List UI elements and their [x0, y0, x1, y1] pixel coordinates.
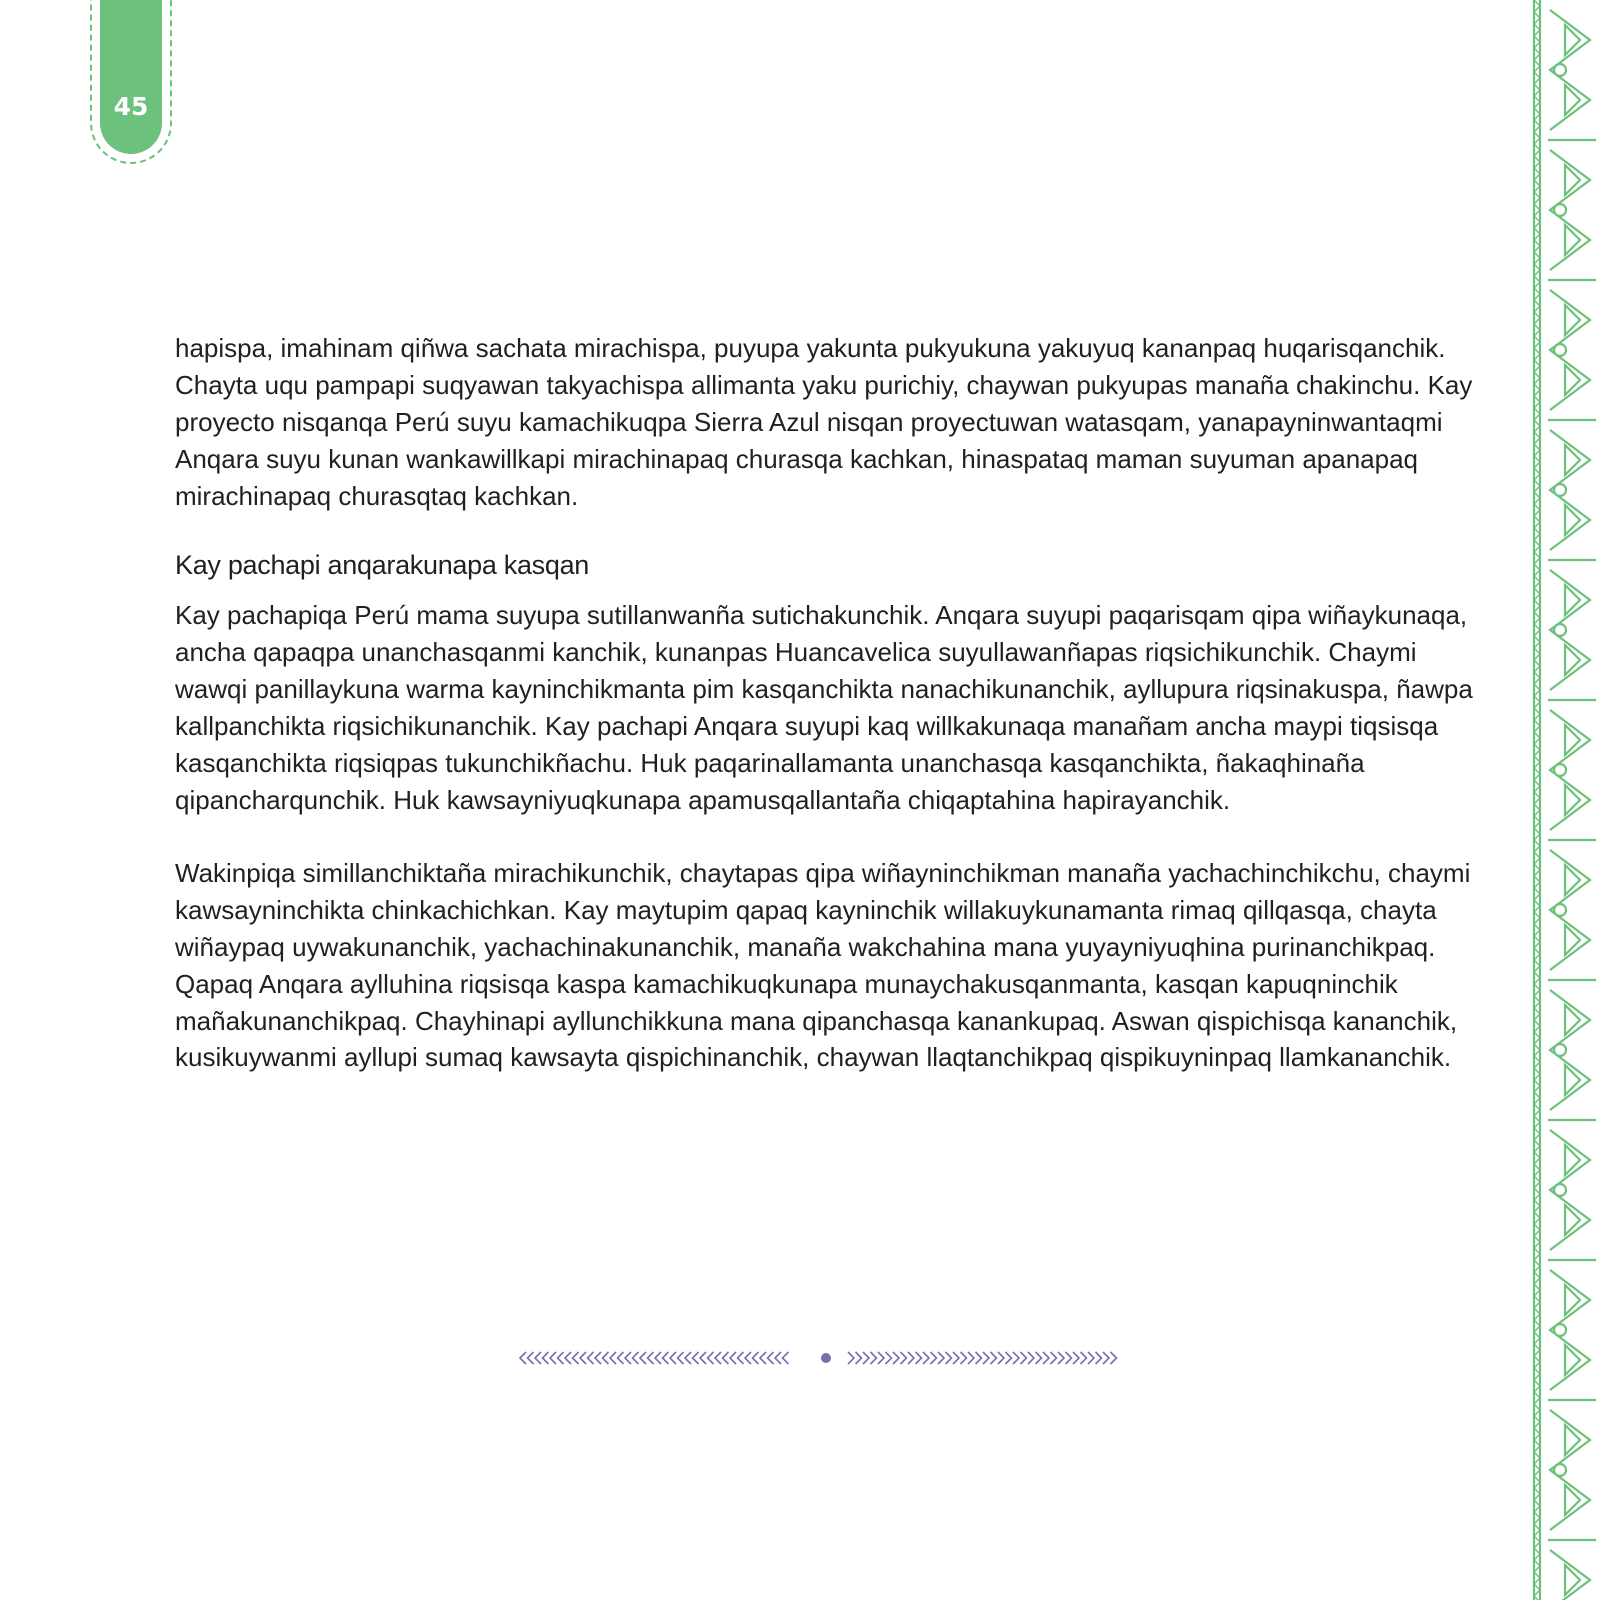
paragraph-2: Kay pachapiqa Perú mama suyupa sutillanwanña sutichakunchik. Anqara suyupi paqarisqam qipa wiñaykunaqa, ancha qapaqpa unanchasqanmi kanchik, kunanpas Huancavelica suyullawanñapas riqsichikunchik. Chaymi wawqi panillaykuna warma kayninchikmanta pim kasqanchikta nanachikunanchik, ayllupura riqsinakuspa, ñawpa kallpanchikta riqsichikunanchik. Kay pachapi Anqara suyupi kaq willkakunaqa manañam ancha maypi tiqsisqa kasqanchikta riqsiqpas tukunchikñachu. Huk paqarinallamanta unanchasqa kasqanchikta, ñakaqhinaña qipancharqunchik. Huk kawsayniyuqkunapa apamusqallantaña chiqaptahina hapirayanchik.: [175, 600, 1473, 815]
divider-dot-icon: [821, 1353, 831, 1363]
decorative-border-icon: [1530, 0, 1600, 1600]
page-number: 45: [113, 92, 149, 121]
right-chevron-band-icon: [848, 1352, 1117, 1364]
left-chevron-band-icon: [520, 1352, 789, 1364]
section-divider-ornament: [518, 1346, 1128, 1370]
section-heading: Kay pachapi anqarakunapa kasqan: [175, 549, 590, 580]
page-tab: [100, 0, 162, 154]
main-text: [175, 330, 1475, 1076]
paragraph-3: Wakinpiqa simillanchiktaña mirachikunchik, chaytapas qipa wiñayninchikman manaña yachachinchikchu, chaymi kawsayninchikta chinkachichkan. Kay maytupim qapaq kayninchik willakuykunamanta rimaq qillqasqa, chayta wiñaypaq uywakunanchik, yachachinakunanchik, manaña wakchahina mana yuyayniyuqhina purinanchikpaq. Qapaq Anqara aylluhina riqsisqa kaspa kamachikuqkunapa munaychakusqanmanta, kasqan kapuqninchik mañakunanchikpaq. Chayhinapi ayllunchikkuna mana qipanchasqa kanankupaq. Aswan qispichisqa kananchik, kusikuywanmi ayllupi sumaq kawsayta qispichinanchik, chaywan llaqtanchikpaq qispikuyninpaq llamkananchik.: [175, 857, 1471, 1073]
paragraph-1: hapispa, imahinam qiñwa sachata mirachispa, puyupa yakunta pukyukuna yakuyuq kananpaq huqarisqanchik. Chayta uqu pampapi suqyawan takyachispa allimanta yaku purichiy, chaywan pukyupas manaña chakinchu. Kay proyecto nisqanqa Perú suyu kamachikuqpa Sierra Azul nisqan proyectuwan watasqam, yanapayninwantaqmi Anqara suyu kunan wankawillkapi mirachinapaq churasqa kachkan, hinaspataq maman suyuman apanapaq mirachinapaq churasqtaq kachkan.: [175, 333, 1473, 511]
